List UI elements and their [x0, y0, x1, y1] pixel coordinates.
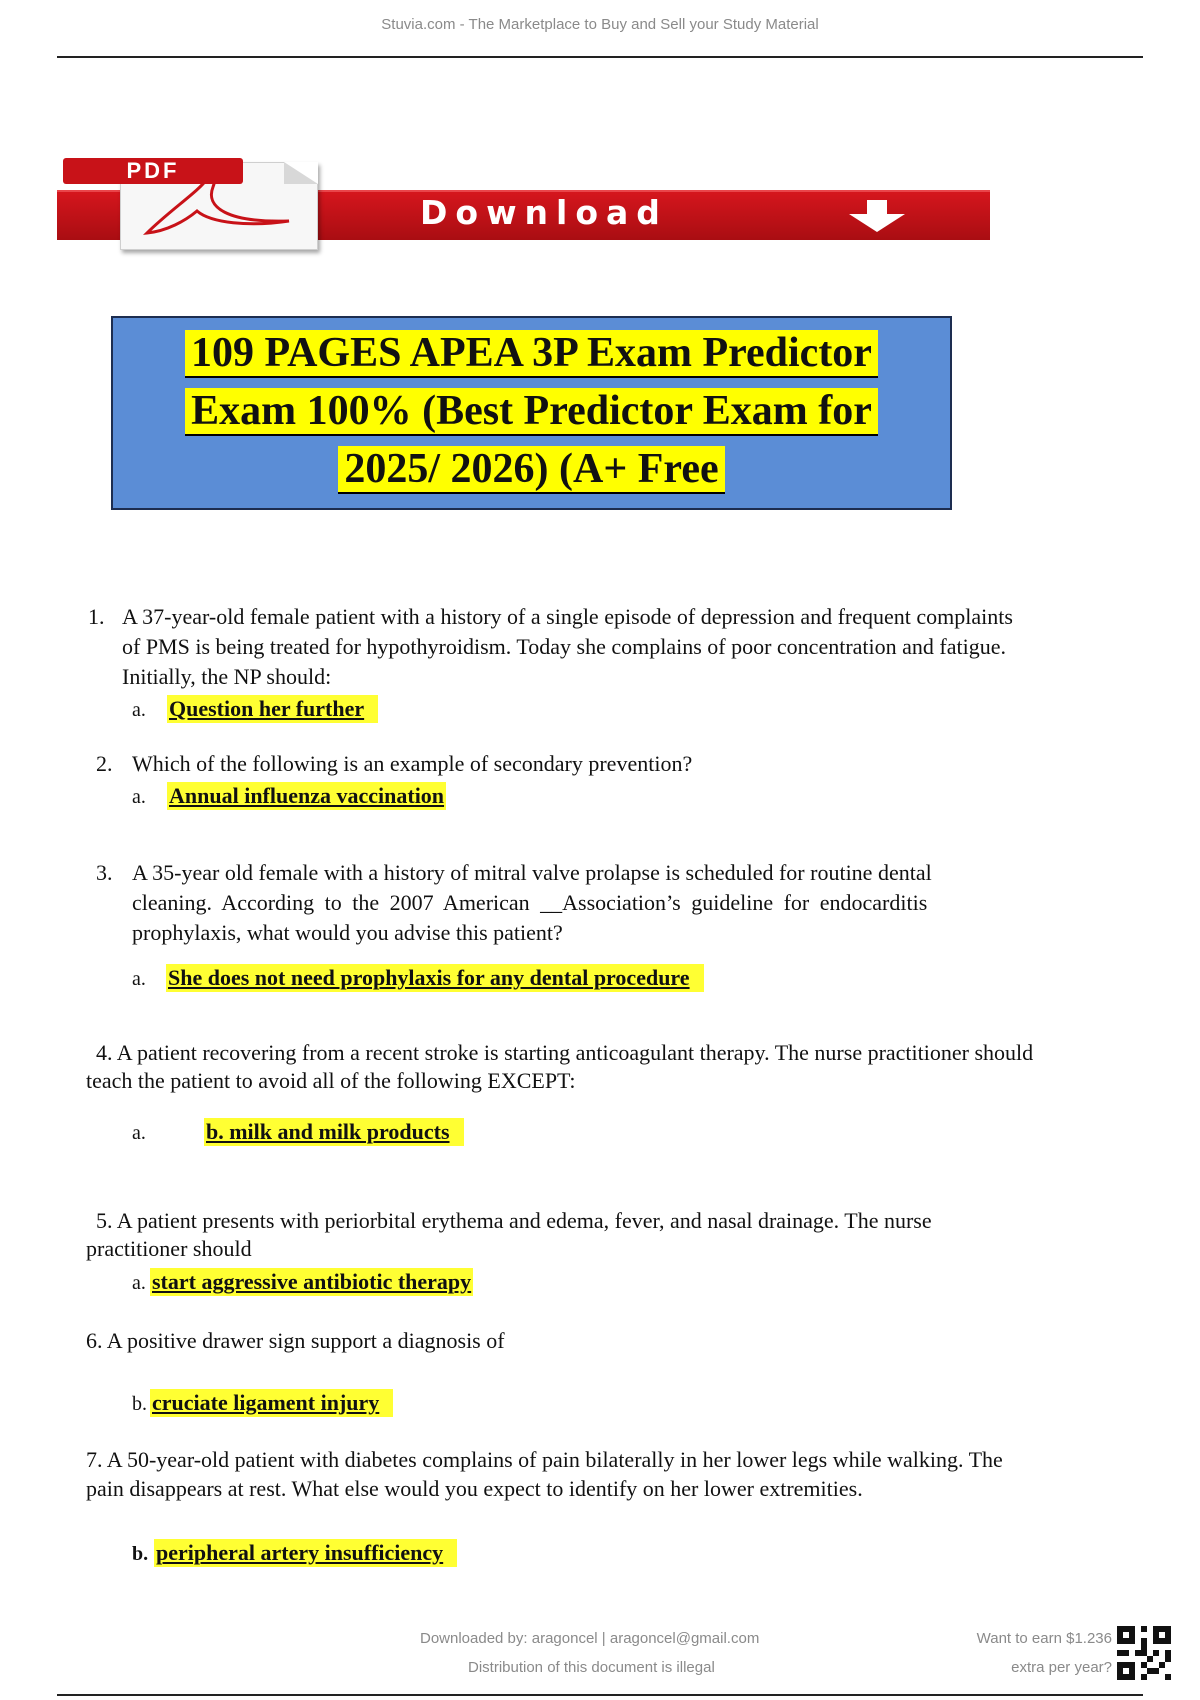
title-line-3: 2025/ 2026) (A+ Free	[113, 444, 950, 494]
question-3-number: 3.	[96, 860, 113, 885]
question-3-line-2: cleaning. According to the 2007 American __Association’s guideline for endocarditis	[132, 890, 928, 915]
question-1-answer: Question her further	[167, 695, 378, 723]
question-5-line-2: practitioner should	[86, 1236, 252, 1261]
question-1-option-letter: a.	[132, 699, 146, 721]
question-3-line-3: prophylaxis, what would you advise this patient?	[132, 920, 563, 945]
question-3-line-1: A 35-year old female with a history of mitral valve prolapse is scheduled for routine dental	[132, 860, 932, 885]
download-label[interactable]: Download	[420, 193, 668, 232]
site-header-text: Stuvia.com - The Marketplace to Buy and Sell your Study Material	[381, 16, 819, 33]
question-6-answer: cruciate ligament injury	[150, 1389, 393, 1417]
question-3-answer: She does not need prophylaxis for any dental procedure	[166, 964, 704, 992]
question-3-option-letter: a.	[132, 968, 146, 990]
question-5-option-letter: a.	[132, 1272, 146, 1294]
question-5-line-1: 5. A patient presents with periorbital erythema and edema, fever, and nasal drainage. The nurse	[96, 1208, 932, 1233]
question-1-line-2: of PMS is being treated for hypothyroidism. Today she complains of poor concentration and fatigue.	[122, 634, 1006, 659]
question-2-line-1: Which of the following is an example of secondary prevention?	[132, 751, 693, 776]
pdf-label: PDF	[63, 158, 243, 184]
footer-divider	[57, 1694, 1143, 1696]
footer-earn-line-2[interactable]: extra per year?	[1011, 1659, 1112, 1676]
qr-code-icon[interactable]	[1117, 1626, 1171, 1680]
question-2-number: 2.	[96, 751, 113, 776]
question-6-option-letter: b.	[132, 1393, 147, 1415]
question-7-line-1: 7. A 50-year-old patient with diabetes complains of pain bilaterally in her lower legs while walking. The	[86, 1447, 1003, 1472]
question-6-line-1: 6. A positive drawer sign support a diagnosis of	[86, 1328, 505, 1353]
download-arrow-icon[interactable]	[845, 200, 909, 234]
title-box	[111, 316, 952, 510]
question-7-option-letter: b.	[132, 1543, 149, 1565]
footer-earn-line-1[interactable]: Want to earn $1.236	[976, 1630, 1112, 1647]
question-7-answer: peripheral artery insufficiency	[154, 1539, 457, 1567]
question-7-line-2: pain disappears at rest. What else would you expect to identify on her lower extremities.	[86, 1476, 863, 1501]
header-divider	[57, 56, 1143, 58]
question-2-answer: Annual influenza vaccination	[169, 783, 445, 808]
question-1-number: 1.	[88, 604, 105, 629]
question-4-line-2: teach the patient to avoid all of the following EXCEPT:	[86, 1068, 576, 1093]
footer-downloaded-by: Downloaded by: aragoncel | aragoncel@gmail.com	[420, 1630, 760, 1647]
question-1-line-3: Initially, the NP should:	[122, 664, 332, 689]
footer-distribution-notice: Distribution of this document is illegal	[468, 1659, 715, 1676]
question-4-option-letter: a.	[132, 1122, 146, 1144]
question-4-answer: b. milk and milk products	[204, 1118, 464, 1146]
question-2-option-letter: a.	[132, 786, 146, 808]
title-line-1: 109 PAGES APEA 3P Exam Predictor	[113, 328, 950, 378]
question-5-answer: start aggressive antibiotic therapy	[152, 1269, 472, 1294]
question-1-line-1: A 37-year-old female patient with a history of a single episode of depression and frequent complaints	[122, 604, 1013, 629]
title-line-2: Exam 100% (Best Predictor Exam for	[113, 386, 950, 436]
question-4-line-1: 4. A patient recovering from a recent stroke is starting anticoagulant therapy. The nurse practitioner should	[96, 1040, 1034, 1065]
